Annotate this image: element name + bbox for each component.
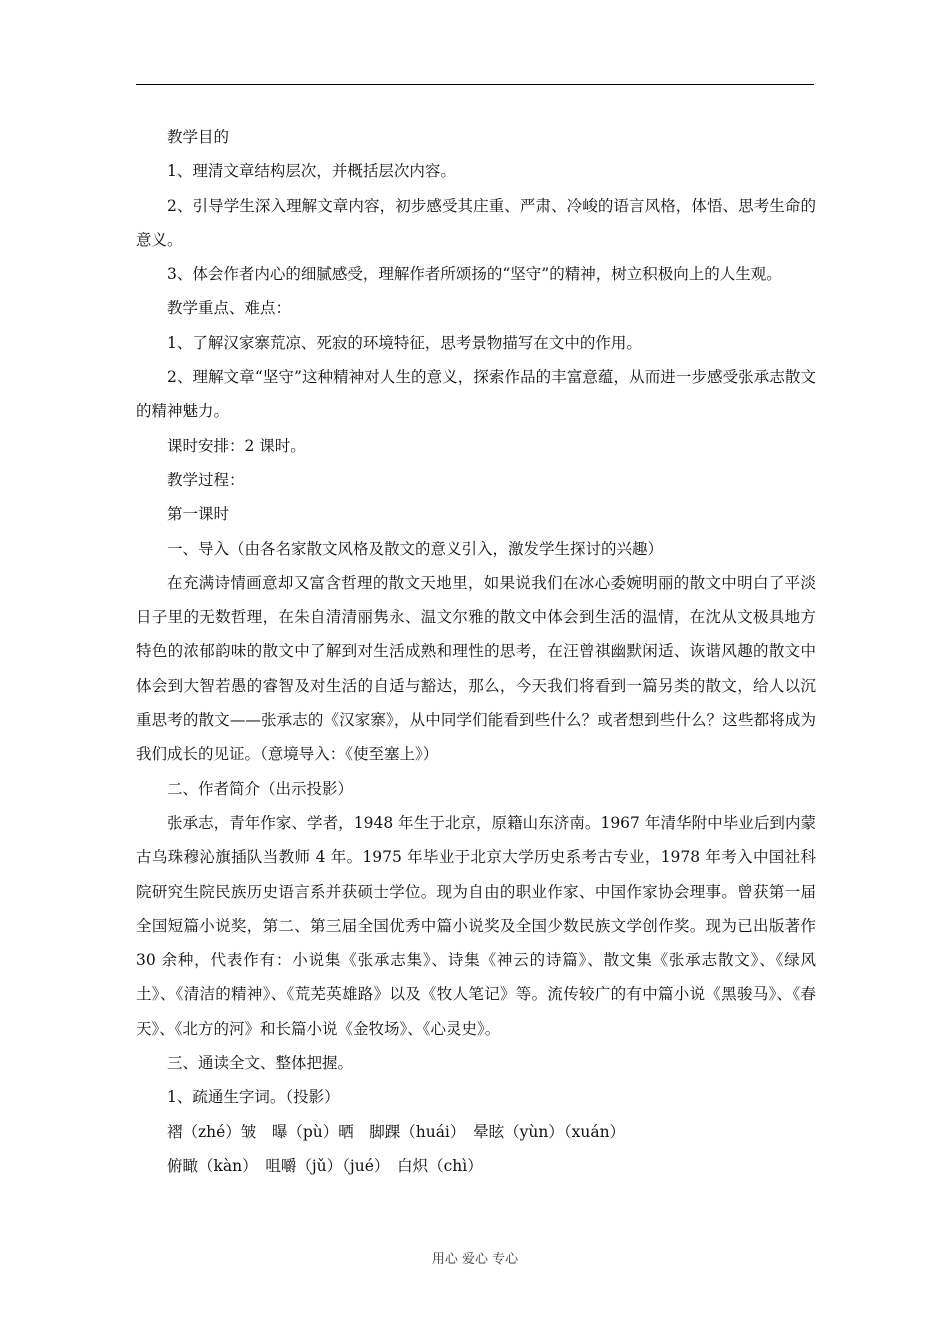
heading-first-lesson: 第一课时 <box>167 505 230 524</box>
key-point-item-1: 1、了解汉家寨荒凉、死寂的环境特征，思考景物描写在文中的作用。 <box>167 333 642 352</box>
page-footer: 用心 爱心 专心 <box>431 1252 519 1267</box>
heading-teaching-process: 教学过程： <box>167 470 245 489</box>
heading-teaching-goals: 教学目的 <box>167 128 230 146</box>
section-reading-heading: 三、通读全文、整体把握。 <box>167 1054 354 1073</box>
header-divider <box>136 84 814 85</box>
goal-item-2: 2、引导学生深入理解文章内容，初步感受其庄重、严肃、冷峻的语言风格，体悟、思考生命的意义。 <box>136 196 816 249</box>
author-paragraph: 张承志，青年作家、学者，1948 年生于北京，原籍山东济南。1967 年清华附中毕业后到内蒙古乌珠穆沁旗插队当教师 4 年。1975 年毕业于北京大学历史系考古专业，1978 年考入中国社科院研究生院民族历史语言系并获硕士学位。现为自由的职业作家、中国作家协会理事。曾获第一届全国短篇小说奖，第二、第三届全国优秀中篇小说奖及全国少数民族文学创作奖。现为已出版著作 30 余种，代表作有：小说集《张承志集》、诗集《神云的诗篇》、散文集《张承志散文》、《绿风土》、《清洁的精神》、《荒芜英雄路》以及《牧人笔记》等。流传较广的有中篇小说《黑骏马》、《春天》、《北方的河》和长篇小说《金牧场》、《心灵史》。 <box>136 813 816 1038</box>
introduction-paragraph: 在充满诗情画意却又富含哲理的散文天地里，如果说我们在冰心委婉明丽的散文中明白了平淡日子里的无数哲理，在朱自清清丽隽永、温文尔雅的散文中体会到生活的温情，在沈从文极具地方特色的浓郁韵味的散文中了解到对生活成熟和理性的思考，在汪曾祺幽默闲适、诙谐风趣的散文中体会到大智若愚的睿智及对生活的自适与豁达，那么，今天我们将看到一篇另类的散文，给人以沉重思考的散文——张承志的《汉家寨》，从中同学们能看到些什么？或者想到些什么？这些都将成为我们成长的见证。（意境导入：《使至塞上》） <box>136 573 816 764</box>
section-author-heading: 二、作者简介（出示投影） <box>167 779 354 798</box>
goal-item-1: 1、理清文章结构层次，并概括层次内容。 <box>167 162 456 181</box>
heading-key-points: 教学重点、难点： <box>167 299 292 318</box>
section-introduction-heading: 一、导入（由各名家散文风格及散文的意义引入，激发学生探讨的兴趣） <box>167 539 664 558</box>
vocabulary-line-1: 褶（zhé）皱 曝（pù）晒 脚踝（huái） 晕眩（yùn）（xuán） <box>167 1122 626 1141</box>
document-body <box>136 120 816 1183</box>
key-point-item-2: 2、理解文章“坚守”这种精神对人生的意义，探索作品的丰富意蕴，从而进一步感受张承志散文的精神魅力。 <box>136 368 816 421</box>
goal-item-3: 3、体会作者内心的细腻感受，理解作者所颂扬的“坚守”的精神，树立积极向上的人生观。 <box>167 265 782 284</box>
class-hours: 课时安排：2 课时。 <box>167 436 306 455</box>
vocabulary-heading: 1、疏通生字词。（投影） <box>167 1088 340 1107</box>
vocabulary-line-2: 俯瞰（kàn） 咀嚼（jǔ）（jué） 白炽（chì） <box>167 1156 483 1175</box>
